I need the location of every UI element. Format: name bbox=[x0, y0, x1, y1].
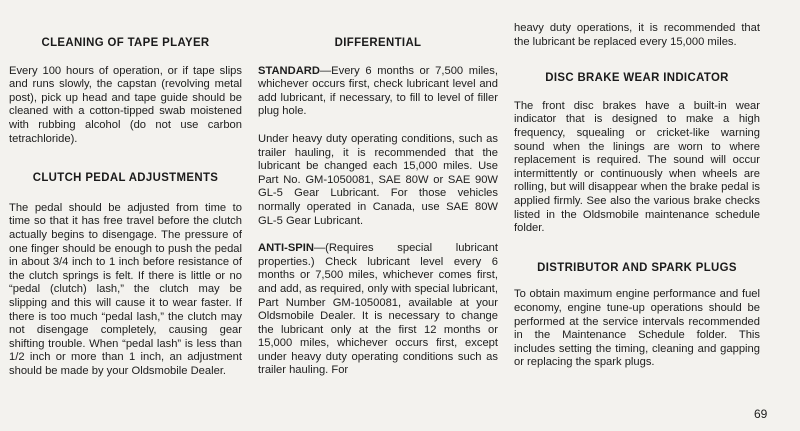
standard-lead: STANDARD bbox=[258, 64, 320, 77]
standard-text: —Every 6 months or 7,500 miles, whichever occurs first, check lubricant level and add lubricant, if necessary, to fill to level of filler plug hole. bbox=[258, 64, 498, 118]
antispin-text: —(Requires special lubricant properties.) Check lubricant level every 6 months or 7,500 miles, whichever comes first, and add, as required, only with special lubricant, Part Number GM-1050081, available at your Oldsmobile Dealer. It is necessary to change the lubricant only at the first 12 months or 15,000 miles, whichever occurs first, except under heavy duty operating conditions such as trailer hauling. For bbox=[258, 242, 498, 377]
distributor-text: To obtain maximum engine performance and fuel economy, engine tune-up operations should be performed at the service intervals recommended in the Maintenance Schedule folder. This includes setting the timing, cleaning and gapping or replacing the spark plugs. bbox=[514, 288, 760, 369]
disc-brake-heading: DISC BRAKE WEAR INDICATOR bbox=[545, 70, 729, 85]
disc-brake-text: The front disc brakes have a built-in wear indicator that is designed to make a high frequency, squealing or cricket-like warning sound when the linings are worn to where replacement is required. The sound will occur intermittently or continuously when wheels are rolling, but will disappear when the brake pedal is applied firmly. See also the various brake checks listed in the Oldsmobile maintenance schedule folder. bbox=[514, 99, 760, 235]
antispin-lead: ANTI-SPIN bbox=[258, 242, 314, 255]
distributor-heading: DISTRIBUTOR AND SPARK PLUGS bbox=[537, 259, 737, 274]
antispin-paragraph bbox=[258, 242, 498, 378]
clutch-text: The pedal should be adjusted from time to time so that it has free travel before the clutch actually begins to disengage. The pressure of one finger should be enough to push the pedal in about 3/4 inch to 1 inch before resistance of the clutch springs is felt. If there is little or no “pedal (clutch) lash,” the clutch may be slipping and this will cause it to wear faster. If there is too much “pedal lash,” the clutch may not disengage completely, causing gear shifting trouble. When “pedal lash” is less than 1/2 inch or more than 1 inch, an adjustment should be made by your Oldsmobile Dealer. bbox=[9, 201, 242, 377]
left-column bbox=[9, 0, 242, 378]
clutch-heading: CLUTCH PEDAL ADJUSTMENTS bbox=[32, 170, 219, 185]
continued-text: heavy duty operations, it is recommended that the lubricant be replaced every 15,000 miles. bbox=[514, 22, 760, 48]
differential-heading: DIFFERENTIAL bbox=[334, 35, 422, 49]
heavy-duty-text: Under heavy duty operating conditions, such as trailer hauling, it is recommended that the lubricant be changed each 15,000 miles. Use Part No. GM-1050081, SAE 80W or SAE 90W GL-5 Gear Lubricant. For those vehicles normally operated in Canada, use SAE 80W GL-5 Gear Lubricant. bbox=[258, 132, 498, 227]
standard-paragraph bbox=[258, 65, 498, 119]
middle-column bbox=[258, 0, 498, 378]
tape-player-text: Every 100 hours of operation, or if tape slips and runs slowly, the capstan (revolving metal post), pick up head and tape guide should be cleaned with a cotton-tipped swab moistened with rubbing alcohol (do not use carbon tetrachloride). bbox=[9, 64, 242, 145]
right-column bbox=[514, 0, 760, 370]
page-number: 69 bbox=[754, 407, 768, 421]
tape-player-heading: CLEANING OF TAPE PLAYER bbox=[41, 35, 210, 49]
